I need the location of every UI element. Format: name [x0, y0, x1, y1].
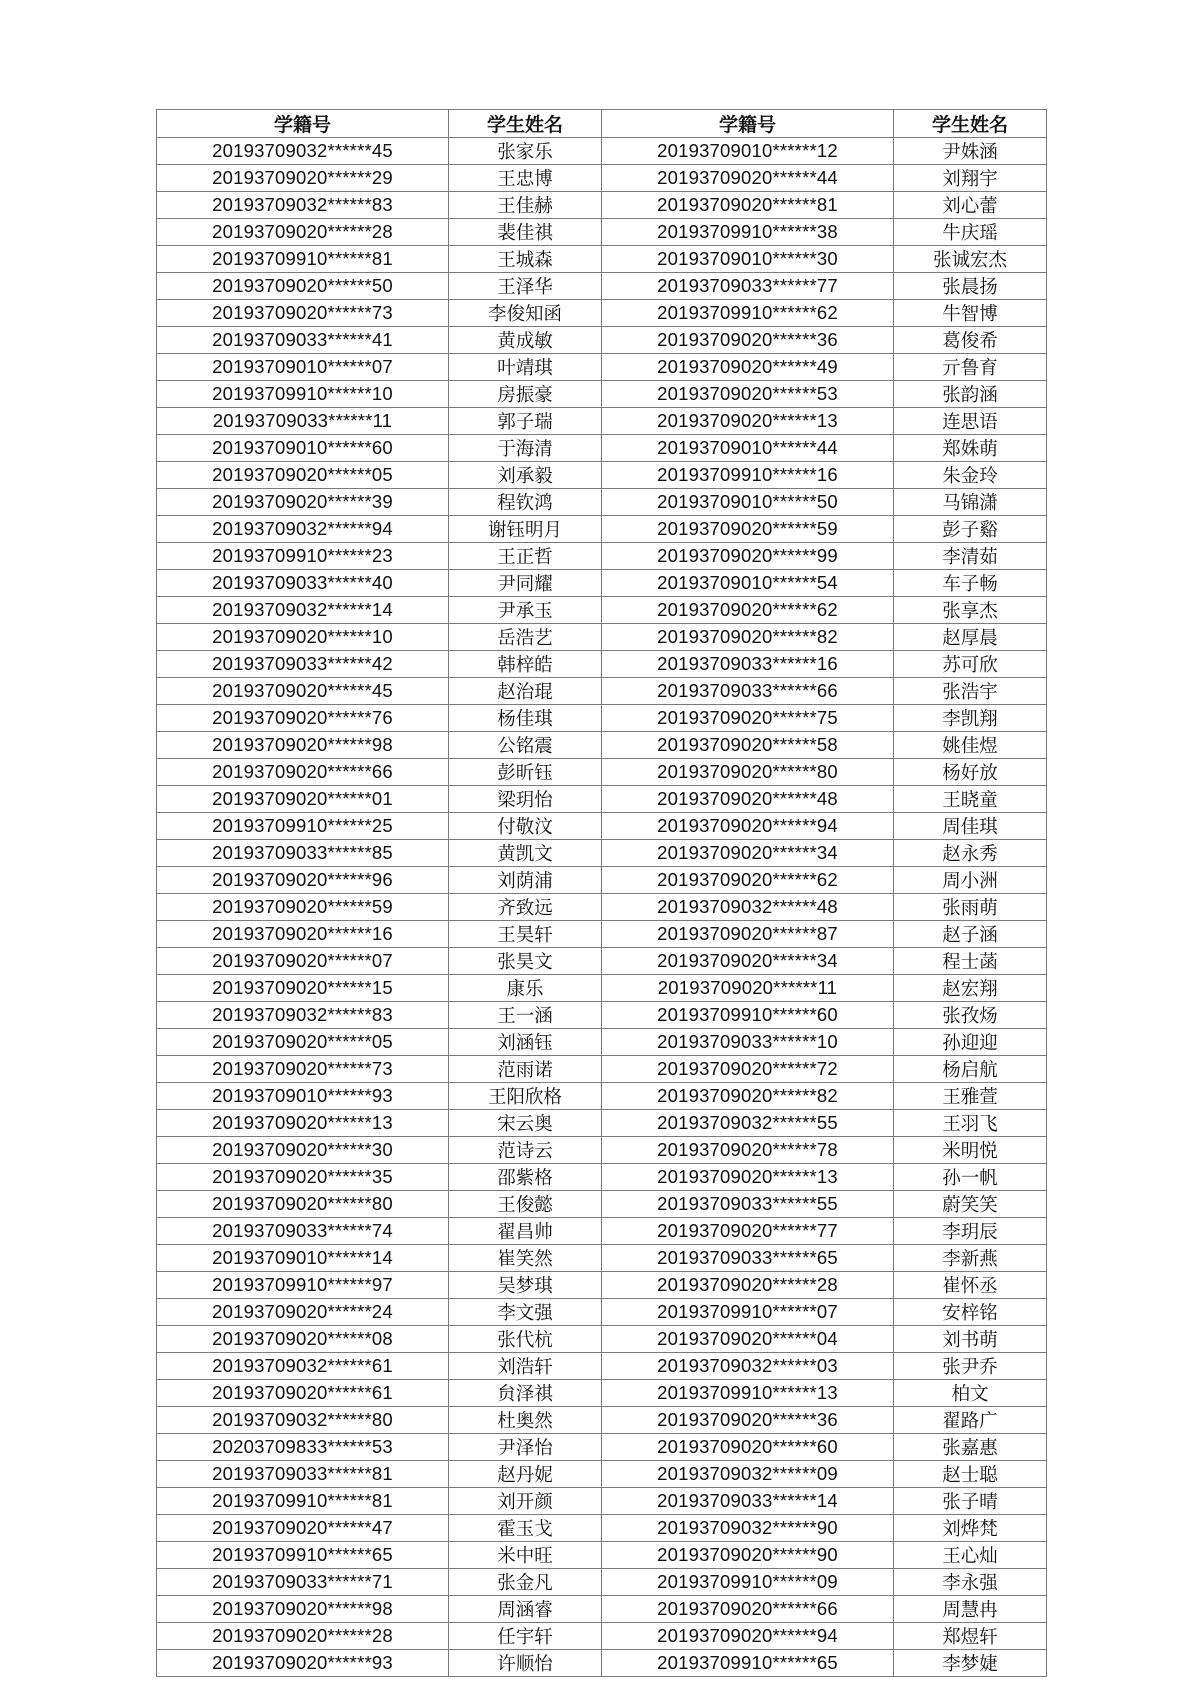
student-id-right-cell: 20193709033******10 [602, 1029, 894, 1056]
student-id-left-cell: 20193709033******11 [157, 408, 449, 435]
student-id-left-cell: 20193709910******25 [157, 813, 449, 840]
student-name-right-cell: 苏可欣 [894, 651, 1047, 678]
student-id-right-cell: 20193709033******66 [602, 678, 894, 705]
table-row [157, 1110, 1047, 1137]
table-row [157, 381, 1047, 408]
student-id-right-cell: 20193709020******82 [602, 624, 894, 651]
student-name-right-cell: 杨好放 [894, 759, 1047, 786]
student-id-left-cell: 20193709020******73 [157, 300, 449, 327]
student-id-right-cell: 20193709020******87 [602, 921, 894, 948]
student-name-right-cell: 郑煜轩 [894, 1623, 1047, 1650]
student-name-right-cell: 孙一帆 [894, 1164, 1047, 1191]
student-name-right-cell: 张嘉惠 [894, 1434, 1047, 1461]
student-name-left-cell: 尹承玉 [449, 597, 602, 624]
student-id-right-cell: 20193709020******36 [602, 1407, 894, 1434]
student-name-right-cell: 张享杰 [894, 597, 1047, 624]
student-name-left-cell: 翟昌帅 [449, 1218, 602, 1245]
student-name-right-cell: 赵宏翔 [894, 975, 1047, 1002]
table-row [157, 1461, 1047, 1488]
student-id-left-cell: 20193709020******05 [157, 1029, 449, 1056]
student-name-right-cell: 葛俊希 [894, 327, 1047, 354]
student-name-left-cell: 霍玉戈 [449, 1515, 602, 1542]
student-name-right-cell: 张韵涵 [894, 381, 1047, 408]
student-id-left-cell: 20193709020******08 [157, 1326, 449, 1353]
student-id-left-cell: 20193709020******28 [157, 219, 449, 246]
student-name-left-cell: 王城森 [449, 246, 602, 273]
student-name-left-cell: 周涵睿 [449, 1596, 602, 1623]
student-name-left-cell: 张金凡 [449, 1569, 602, 1596]
student-id-left-cell: 20193709032******14 [157, 597, 449, 624]
student-id-right-cell: 20193709020******58 [602, 732, 894, 759]
student-name-left-cell: 刘承毅 [449, 462, 602, 489]
student-id-right-cell: 20193709020******78 [602, 1137, 894, 1164]
student-name-right-cell: 蔚笑笑 [894, 1191, 1047, 1218]
student-id-left-cell: 20193709020******47 [157, 1515, 449, 1542]
student-id-left-cell: 20193709910******81 [157, 1488, 449, 1515]
student-id-left-cell: 20193709033******85 [157, 840, 449, 867]
student-id-right-cell: 20193709020******99 [602, 543, 894, 570]
student-id-right-cell: 20193709020******28 [602, 1272, 894, 1299]
student-id-left-cell: 20193709020******45 [157, 678, 449, 705]
student-id-right-cell: 20193709010******50 [602, 489, 894, 516]
student-name-left-cell: 王一涵 [449, 1002, 602, 1029]
student-name-right-cell: 李新燕 [894, 1245, 1047, 1272]
student-name-left-cell: 公铭震 [449, 732, 602, 759]
table-row [157, 1299, 1047, 1326]
student-name-left-cell: 范诗云 [449, 1137, 602, 1164]
student-name-left-cell: 邵紫格 [449, 1164, 602, 1191]
student-name-left-cell: 张家乐 [449, 138, 602, 165]
student-id-left-cell: 20193709032******80 [157, 1407, 449, 1434]
student-id-left-cell: 20193709020******16 [157, 921, 449, 948]
student-name-right-cell: 赵永秀 [894, 840, 1047, 867]
table-row [157, 1083, 1047, 1110]
student-name-left-cell: 王忠博 [449, 165, 602, 192]
student-name-right-cell: 朱金玲 [894, 462, 1047, 489]
table-row [157, 867, 1047, 894]
student-id-left-cell: 20193709020******73 [157, 1056, 449, 1083]
table-row [157, 192, 1047, 219]
student-roster-table [156, 109, 1047, 1677]
student-id-right-cell: 20193709033******65 [602, 1245, 894, 1272]
student-id-right-cell: 20193709910******07 [602, 1299, 894, 1326]
student-id-right-cell: 20193709010******44 [602, 435, 894, 462]
student-name-left-cell: 黄凯文 [449, 840, 602, 867]
student-name-left-cell: 刘开颜 [449, 1488, 602, 1515]
table-row [157, 1245, 1047, 1272]
student-id-right-cell: 20193709020******62 [602, 867, 894, 894]
student-name-left-cell: 张昊文 [449, 948, 602, 975]
table-row [157, 1191, 1047, 1218]
student-id-right-cell: 20193709910******62 [602, 300, 894, 327]
student-name-right-cell: 连思语 [894, 408, 1047, 435]
table-row [157, 948, 1047, 975]
student-name-left-cell: 宋云奥 [449, 1110, 602, 1137]
student-id-right-cell: 20193709020******80 [602, 759, 894, 786]
student-name-right-cell: 张浩宇 [894, 678, 1047, 705]
student-name-left-cell: 康乐 [449, 975, 602, 1002]
student-name-right-cell: 翟路广 [894, 1407, 1047, 1434]
header-student-id-left: 学籍号 [157, 110, 449, 138]
table-row [157, 1596, 1047, 1623]
student-id-left-cell: 20193709020******07 [157, 948, 449, 975]
student-id-right-cell: 20193709020******04 [602, 1326, 894, 1353]
student-id-right-cell: 20193709020******34 [602, 840, 894, 867]
student-id-right-cell: 20193709033******77 [602, 273, 894, 300]
table-row [157, 1137, 1047, 1164]
header-student-name-right: 学生姓名 [894, 110, 1047, 138]
student-name-right-cell: 刘翔宇 [894, 165, 1047, 192]
table-row [157, 165, 1047, 192]
student-name-left-cell: 裴佳祺 [449, 219, 602, 246]
table-row [157, 219, 1047, 246]
header-student-name-left: 学生姓名 [449, 110, 602, 138]
student-name-right-cell: 王雅萱 [894, 1083, 1047, 1110]
student-id-right-cell: 20193709020******90 [602, 1542, 894, 1569]
table-row [157, 327, 1047, 354]
student-name-right-cell: 尹姝涵 [894, 138, 1047, 165]
student-id-right-cell: 20193709032******09 [602, 1461, 894, 1488]
student-name-right-cell: 杨启航 [894, 1056, 1047, 1083]
student-id-left-cell: 20193709033******42 [157, 651, 449, 678]
student-name-right-cell: 周慧冉 [894, 1596, 1047, 1623]
student-name-right-cell: 张雨萌 [894, 894, 1047, 921]
table-row [157, 1650, 1047, 1677]
student-id-right-cell: 20193709020******81 [602, 192, 894, 219]
student-name-left-cell: 尹泽怡 [449, 1434, 602, 1461]
student-id-left-cell: 20193709010******14 [157, 1245, 449, 1272]
student-id-right-cell: 20193709020******59 [602, 516, 894, 543]
student-name-right-cell: 姚佳煜 [894, 732, 1047, 759]
student-id-right-cell: 20193709032******55 [602, 1110, 894, 1137]
student-name-left-cell: 张代杭 [449, 1326, 602, 1353]
student-id-right-cell: 20193709010******54 [602, 570, 894, 597]
table-row [157, 624, 1047, 651]
student-name-left-cell: 郭子瑞 [449, 408, 602, 435]
student-name-right-cell: 米明悦 [894, 1137, 1047, 1164]
student-id-left-cell: 20193709010******07 [157, 354, 449, 381]
student-name-left-cell: 李俊知函 [449, 300, 602, 327]
student-id-right-cell: 20193709020******94 [602, 813, 894, 840]
student-id-left-cell: 20193709910******10 [157, 381, 449, 408]
student-name-right-cell: 张诚宏杰 [894, 246, 1047, 273]
student-id-right-cell: 20193709020******49 [602, 354, 894, 381]
student-name-right-cell: 亓鲁育 [894, 354, 1047, 381]
student-id-right-cell: 20193709910******09 [602, 1569, 894, 1596]
student-name-right-cell: 周佳琪 [894, 813, 1047, 840]
student-name-left-cell: 王正哲 [449, 543, 602, 570]
student-id-left-cell: 20193709010******93 [157, 1083, 449, 1110]
student-name-left-cell: 崔笑然 [449, 1245, 602, 1272]
student-id-right-cell: 20193709020******62 [602, 597, 894, 624]
student-id-right-cell: 20193709033******14 [602, 1488, 894, 1515]
table-row [157, 1164, 1047, 1191]
student-name-right-cell: 王心灿 [894, 1542, 1047, 1569]
table-row [157, 894, 1047, 921]
student-id-left-cell: 20193709020******76 [157, 705, 449, 732]
student-id-left-cell: 20193709020******10 [157, 624, 449, 651]
student-id-left-cell: 20193709020******66 [157, 759, 449, 786]
student-id-right-cell: 20193709020******13 [602, 408, 894, 435]
student-name-right-cell: 李梦婕 [894, 1650, 1047, 1677]
student-name-left-cell: 吴梦琪 [449, 1272, 602, 1299]
student-name-right-cell: 程士菡 [894, 948, 1047, 975]
student-id-left-cell: 20193709032******83 [157, 192, 449, 219]
student-id-right-cell: 20193709020******53 [602, 381, 894, 408]
student-id-right-cell: 20193709910******16 [602, 462, 894, 489]
student-name-right-cell: 马锦潇 [894, 489, 1047, 516]
student-name-right-cell: 王羽飞 [894, 1110, 1047, 1137]
student-id-left-cell: 20193709032******61 [157, 1353, 449, 1380]
student-id-right-cell: 20193709910******65 [602, 1650, 894, 1677]
table-row [157, 489, 1047, 516]
student-id-left-cell: 20193709020******15 [157, 975, 449, 1002]
student-id-left-cell: 20193709020******35 [157, 1164, 449, 1191]
student-name-right-cell: 李永强 [894, 1569, 1047, 1596]
student-name-right-cell: 张孜炀 [894, 1002, 1047, 1029]
table-row [157, 597, 1047, 624]
student-id-right-cell: 20193709020******77 [602, 1218, 894, 1245]
table-row [157, 516, 1047, 543]
student-name-right-cell: 李玥辰 [894, 1218, 1047, 1245]
student-name-left-cell: 刘荫浦 [449, 867, 602, 894]
student-id-right-cell: 20193709020******44 [602, 165, 894, 192]
student-id-right-cell: 20193709910******38 [602, 219, 894, 246]
table-row [157, 246, 1047, 273]
table-row [157, 1623, 1047, 1650]
table-row [157, 678, 1047, 705]
student-name-left-cell: 李文强 [449, 1299, 602, 1326]
student-id-left-cell: 20203709833******53 [157, 1434, 449, 1461]
table-row [157, 435, 1047, 462]
table-row [157, 759, 1047, 786]
student-id-right-cell: 20193709032******48 [602, 894, 894, 921]
student-id-left-cell: 20193709033******41 [157, 327, 449, 354]
student-id-right-cell: 20193709020******34 [602, 948, 894, 975]
student-name-left-cell: 杨佳琪 [449, 705, 602, 732]
student-id-left-cell: 20193709020******93 [157, 1650, 449, 1677]
student-id-left-cell: 20193709020******05 [157, 462, 449, 489]
student-name-right-cell: 车子畅 [894, 570, 1047, 597]
student-name-left-cell: 岳浩艺 [449, 624, 602, 651]
student-name-right-cell: 李凯翔 [894, 705, 1047, 732]
student-id-left-cell: 20193709020******59 [157, 894, 449, 921]
student-id-right-cell: 20193709020******94 [602, 1623, 894, 1650]
table-row [157, 1272, 1047, 1299]
student-id-right-cell: 20193709020******60 [602, 1434, 894, 1461]
table-row [157, 1056, 1047, 1083]
student-id-right-cell: 20193709910******13 [602, 1380, 894, 1407]
student-name-left-cell: 彭昕钰 [449, 759, 602, 786]
student-name-left-cell: 刘浩轩 [449, 1353, 602, 1380]
table-row [157, 300, 1047, 327]
student-name-left-cell: 王泽华 [449, 273, 602, 300]
student-name-left-cell: 米中旺 [449, 1542, 602, 1569]
table-row [157, 651, 1047, 678]
student-name-right-cell: 张晨扬 [894, 273, 1047, 300]
student-id-left-cell: 20193709020******98 [157, 732, 449, 759]
table-row [157, 1569, 1047, 1596]
student-name-right-cell: 崔怀丞 [894, 1272, 1047, 1299]
student-id-left-cell: 20193709020******24 [157, 1299, 449, 1326]
table-row [157, 570, 1047, 597]
student-name-right-cell: 李清茹 [894, 543, 1047, 570]
table-row [157, 1326, 1047, 1353]
table-row [157, 1029, 1047, 1056]
student-id-right-cell: 20193709020******11 [602, 975, 894, 1002]
student-id-left-cell: 20193709020******13 [157, 1110, 449, 1137]
student-id-right-cell: 20193709033******55 [602, 1191, 894, 1218]
student-id-left-cell: 20193709033******40 [157, 570, 449, 597]
table-row [157, 1353, 1047, 1380]
student-name-left-cell: 贠泽祺 [449, 1380, 602, 1407]
student-name-left-cell: 王昊轩 [449, 921, 602, 948]
table-row [157, 732, 1047, 759]
student-id-left-cell: 20193709010******60 [157, 435, 449, 462]
student-name-left-cell: 程钦鸿 [449, 489, 602, 516]
header-student-id-right: 学籍号 [602, 110, 894, 138]
student-id-left-cell: 20193709033******81 [157, 1461, 449, 1488]
header-row [157, 110, 1047, 138]
student-name-left-cell: 赵丹妮 [449, 1461, 602, 1488]
student-id-right-cell: 20193709020******82 [602, 1083, 894, 1110]
student-roster-sheet [156, 109, 1047, 1677]
table-row [157, 813, 1047, 840]
student-name-right-cell: 刘心蕾 [894, 192, 1047, 219]
student-name-right-cell: 王晓童 [894, 786, 1047, 813]
table-body [157, 138, 1047, 1677]
student-id-left-cell: 20193709020******29 [157, 165, 449, 192]
student-id-right-cell: 20193709020******72 [602, 1056, 894, 1083]
student-name-right-cell: 刘烨梵 [894, 1515, 1047, 1542]
table-row [157, 354, 1047, 381]
student-id-left-cell: 20193709910******81 [157, 246, 449, 273]
table-row [157, 1002, 1047, 1029]
student-name-left-cell: 韩梓皓 [449, 651, 602, 678]
student-name-left-cell: 叶靖琪 [449, 354, 602, 381]
table-row [157, 921, 1047, 948]
student-name-left-cell: 刘涵钰 [449, 1029, 602, 1056]
student-id-right-cell: 20193709910******60 [602, 1002, 894, 1029]
student-id-left-cell: 20193709910******97 [157, 1272, 449, 1299]
student-id-left-cell: 20193709033******74 [157, 1218, 449, 1245]
table-row [157, 273, 1047, 300]
table-row [157, 705, 1047, 732]
student-id-left-cell: 20193709910******23 [157, 543, 449, 570]
student-id-right-cell: 20193709033******16 [602, 651, 894, 678]
table-row [157, 1218, 1047, 1245]
table-row [157, 840, 1047, 867]
student-id-left-cell: 20193709032******45 [157, 138, 449, 165]
student-id-left-cell: 20193709020******01 [157, 786, 449, 813]
student-id-left-cell: 20193709020******50 [157, 273, 449, 300]
student-name-left-cell: 范雨诺 [449, 1056, 602, 1083]
student-name-left-cell: 王俊懿 [449, 1191, 602, 1218]
student-name-right-cell: 刘书萌 [894, 1326, 1047, 1353]
student-id-left-cell: 20193709020******98 [157, 1596, 449, 1623]
student-id-left-cell: 20193709020******80 [157, 1191, 449, 1218]
student-name-right-cell: 赵子涵 [894, 921, 1047, 948]
student-name-left-cell: 房振豪 [449, 381, 602, 408]
student-name-left-cell: 梁玥怡 [449, 786, 602, 813]
student-name-right-cell: 张子晴 [894, 1488, 1047, 1515]
student-name-right-cell: 牛庆瑶 [894, 219, 1047, 246]
table-row [157, 786, 1047, 813]
student-name-left-cell: 任宇轩 [449, 1623, 602, 1650]
student-name-left-cell: 谢钰明月 [449, 516, 602, 543]
student-name-right-cell: 周小洲 [894, 867, 1047, 894]
student-name-right-cell: 郑姝萌 [894, 435, 1047, 462]
student-name-left-cell: 许顺怡 [449, 1650, 602, 1677]
student-id-left-cell: 20193709020******61 [157, 1380, 449, 1407]
student-id-right-cell: 20193709020******13 [602, 1164, 894, 1191]
table-row [157, 1434, 1047, 1461]
student-name-left-cell: 王阳欣格 [449, 1083, 602, 1110]
student-name-left-cell: 齐致远 [449, 894, 602, 921]
student-id-left-cell: 20193709033******71 [157, 1569, 449, 1596]
student-id-right-cell: 20193709020******66 [602, 1596, 894, 1623]
student-name-right-cell: 孙迎迎 [894, 1029, 1047, 1056]
student-name-left-cell: 于海清 [449, 435, 602, 462]
table-row [157, 408, 1047, 435]
table-row [157, 138, 1047, 165]
student-id-right-cell: 20193709010******30 [602, 246, 894, 273]
table-row [157, 543, 1047, 570]
table-row [157, 462, 1047, 489]
student-id-right-cell: 20193709020******75 [602, 705, 894, 732]
student-name-right-cell: 张尹乔 [894, 1353, 1047, 1380]
student-name-right-cell: 彭子谿 [894, 516, 1047, 543]
student-id-left-cell: 20193709910******65 [157, 1542, 449, 1569]
student-id-right-cell: 20193709020******48 [602, 786, 894, 813]
student-name-right-cell: 赵士聪 [894, 1461, 1047, 1488]
student-id-left-cell: 20193709020******30 [157, 1137, 449, 1164]
student-name-left-cell: 尹同耀 [449, 570, 602, 597]
student-name-left-cell: 王佳赫 [449, 192, 602, 219]
student-id-right-cell: 20193709032******03 [602, 1353, 894, 1380]
student-name-right-cell: 牛智博 [894, 300, 1047, 327]
student-id-left-cell: 20193709020******39 [157, 489, 449, 516]
table-row [157, 1380, 1047, 1407]
student-name-left-cell: 赵治琨 [449, 678, 602, 705]
student-name-left-cell: 付敬汶 [449, 813, 602, 840]
student-name-left-cell: 黄成敏 [449, 327, 602, 354]
student-id-right-cell: 20193709020******36 [602, 327, 894, 354]
student-name-right-cell: 柏文 [894, 1380, 1047, 1407]
student-id-right-cell: 20193709010******12 [602, 138, 894, 165]
table-row [157, 1407, 1047, 1434]
table-row [157, 1515, 1047, 1542]
student-id-left-cell: 20193709020******96 [157, 867, 449, 894]
table-row [157, 1542, 1047, 1569]
student-id-left-cell: 20193709032******83 [157, 1002, 449, 1029]
table-row [157, 975, 1047, 1002]
student-id-right-cell: 20193709032******90 [602, 1515, 894, 1542]
student-name-right-cell: 安梓铭 [894, 1299, 1047, 1326]
student-id-left-cell: 20193709032******94 [157, 516, 449, 543]
student-name-right-cell: 赵厚晨 [894, 624, 1047, 651]
student-id-left-cell: 20193709020******28 [157, 1623, 449, 1650]
student-name-left-cell: 杜奥然 [449, 1407, 602, 1434]
table-row [157, 1488, 1047, 1515]
